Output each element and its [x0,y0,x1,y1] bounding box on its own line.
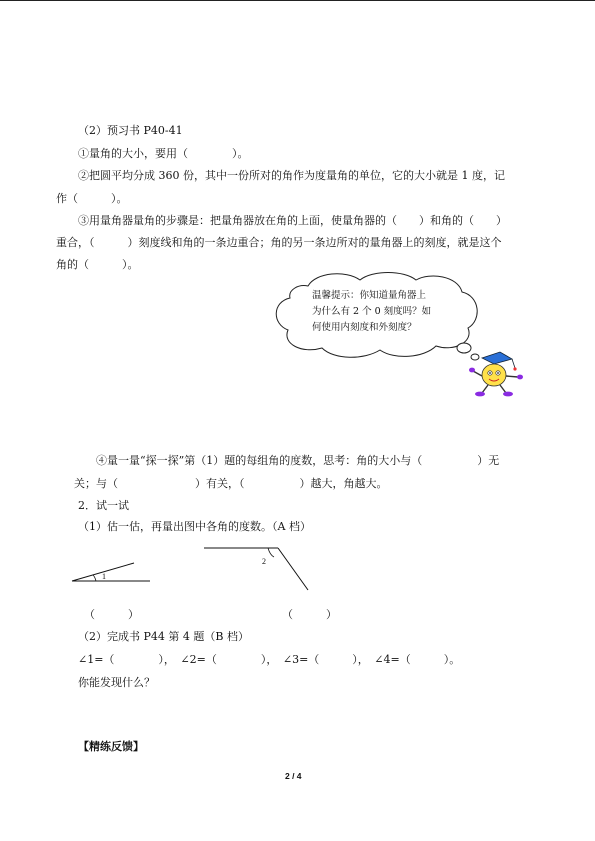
angle-answers-line: ∠1=（ ）， ∠2=（ ）， ∠3=（ ）， ∠4=（ ）。 [78,653,461,666]
question-item-3-line-1: ③用量角器量角的步骤是：把量角器放在角的上面，使量角器的（ ）和角的（ ） [78,214,507,227]
discovery-question: 你能发现什么？ [78,676,155,689]
question-item-4-line-2: 关；与（ ）有关，（ ）越大，角越大。 [74,477,388,490]
tip-line-1: 温馨提示：你知道量角器上 [312,290,427,301]
answer-blank-angle-1: （ ） [84,608,139,621]
question-item-2-line-1: ②把圆平均分成 360 份，其中一份所对的角作为度量角的单位，它的大小就是 1 度，记 [78,169,505,182]
angle-1-figure [70,560,154,586]
question-item-3-line-2: 重合，（ ）刻度线和角的一条边重合；角的另一条边所对的量角器上的刻度，就是这个 [56,236,502,249]
angle-1-label: 1 [102,572,106,581]
top-border-line [0,0,595,1]
tip-line-3: 何使用内刻度和外刻度？ [312,322,417,333]
section-try-title: 2．试一试 [78,499,129,512]
question-item-2-line-2: 作（ ）。 [56,192,128,205]
try-part-2: （2）完成书 P44 第 4 题（B 档） [78,630,249,643]
question-item-4-line-1: ④量一量“探一探”第（1）题的每组角的度数，思考：角的大小与（ ）无 [96,454,500,467]
question-item-3-line-3: 角的（ ）。 [56,258,139,271]
try-part-1: （1）估一估，再量出图中各角的度数。（A 档） [78,520,311,533]
angle-2-label: 2 [262,557,266,566]
feedback-section-title: 【精练反馈】 [78,740,144,753]
question-item-1: ①量角的大小，要用（ ）。 [78,147,249,160]
tip-line-2: 为什么有 2 个 0 刻度吗？如 [312,306,432,317]
subsection-title: （2）预习书 P40-41 [78,124,183,137]
angle-2-figure [202,544,312,594]
page-number: 2 / 4 [285,771,302,781]
answer-blank-angle-2: （ ） [282,608,337,621]
tip-text [312,288,462,336]
mascot-illustration [468,350,528,398]
